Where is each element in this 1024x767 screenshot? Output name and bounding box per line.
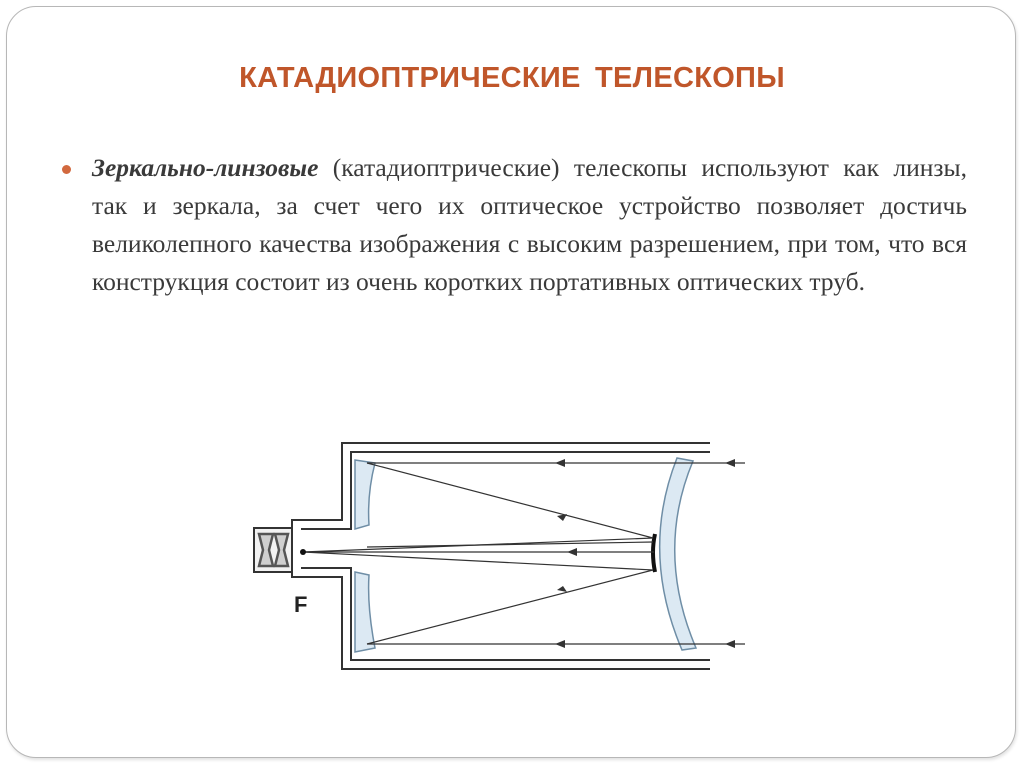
bullet-term: Зеркально-линзовые [92, 153, 319, 182]
corrector-lens [660, 458, 696, 650]
ray-arrows [555, 459, 735, 648]
catadioptric-telescope-diagram [245, 432, 765, 682]
focus-label: F [294, 592, 308, 617]
bullet-icon [62, 165, 71, 174]
focus-point [300, 549, 306, 555]
bullet-text: (катадиоптрические) телескопы используют как линзы, так и зеркала, за счет чего их оптическое устройство позволяет достичь великолепного качества изображения с высоким разрешением, при том, что вся конструкция состоит из очень коротких портативных оптических труб. [92, 153, 967, 296]
slide-title: КАТАДИОПТРИЧЕСКИЕ ТЕЛЕСКОПЫ [239, 62, 785, 94]
bullet-paragraph [92, 149, 967, 301]
telescope-tube [254, 443, 710, 669]
secondary-mirror [653, 534, 655, 572]
